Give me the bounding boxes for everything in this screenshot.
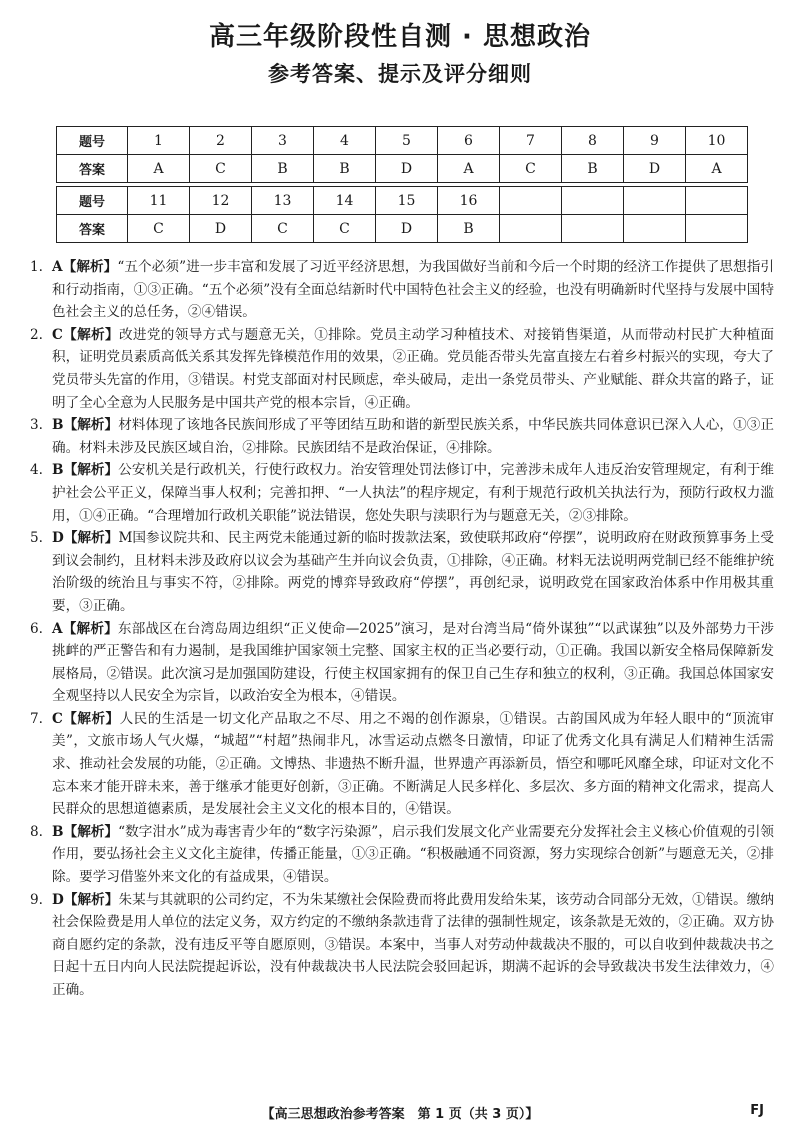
item-explanation: 东部战区在台湾岛周边组织“正义使命—2025”演习，是对台湾当局“倚外谋独”“以武谋独”以及外部势力干涉挑衅的严正警告和有力遏制，是我国维护国家领土完整、国家主权的正当必要行动，①正确。我国以新安全格局保障新发展格局，②错误。此次演习是加强国防建设，行使主权国家拥有的保卫自己生存和独立的权利，③正确。我国总体国家安全观坚持以人民安全为宗旨，以政治安全为根本，④错误。 bbox=[52, 620, 774, 705]
question-number-cell: 14 bbox=[314, 187, 376, 215]
analysis-item bbox=[30, 459, 774, 527]
question-number-cell bbox=[624, 187, 686, 215]
question-number-cell: 2 bbox=[190, 127, 252, 155]
answer-cell bbox=[624, 215, 686, 243]
question-number-cell: 7 bbox=[500, 127, 562, 155]
analysis-item bbox=[30, 821, 774, 889]
answer-cell: C bbox=[500, 155, 562, 183]
answer-cell: B bbox=[562, 155, 624, 183]
question-number-cell: 9 bbox=[624, 127, 686, 155]
item-number: 5. bbox=[30, 530, 43, 547]
analysis-item bbox=[30, 708, 774, 821]
item-answer: C bbox=[52, 326, 63, 343]
item-number: 7. bbox=[30, 710, 43, 727]
footer-code: FJ bbox=[750, 1103, 764, 1118]
item-answer: A bbox=[52, 259, 63, 275]
answer-cell bbox=[686, 215, 748, 243]
item-explanation: 材料体现了该地各民族间形成了平等团结互助和谐的新型民族关系，中华民族共同体意识已深入人心，①③正确。材料未涉及民族区域自治，②排除。民族团结不是政治保证，④排除。 bbox=[52, 417, 775, 456]
answer-cell: C bbox=[314, 215, 376, 243]
analysis-tag: 【解析】 bbox=[63, 891, 119, 908]
item-answer: D bbox=[52, 530, 64, 547]
page-title: 高三年级阶段性自测 · 思想政治 bbox=[209, 22, 591, 52]
answer-table bbox=[56, 126, 748, 243]
question-number-cell bbox=[562, 187, 624, 215]
answer-cell bbox=[500, 215, 562, 243]
answer-cell: B bbox=[252, 155, 314, 183]
analysis-tag: 【解析】 bbox=[62, 326, 119, 343]
item-answer: B bbox=[52, 823, 64, 840]
answer-cell: C bbox=[128, 215, 190, 243]
answer-cell: D bbox=[376, 215, 438, 243]
question-number-cell: 6 bbox=[438, 127, 500, 155]
answer-cell: A bbox=[686, 155, 748, 183]
row-label-number: 题号 bbox=[57, 127, 128, 155]
question-number-cell: 15 bbox=[376, 187, 438, 215]
analysis-tag: 【解析】 bbox=[62, 710, 120, 727]
question-number-cell: 4 bbox=[314, 127, 376, 155]
table-row-number bbox=[57, 187, 748, 215]
question-number-cell: 13 bbox=[252, 187, 314, 215]
analysis-item bbox=[30, 414, 774, 459]
analysis-item bbox=[30, 618, 774, 708]
answer-cell bbox=[562, 215, 624, 243]
analysis-item bbox=[30, 324, 774, 414]
analysis-item bbox=[30, 527, 774, 617]
row-label-number: 题号 bbox=[57, 187, 128, 215]
question-number-cell: 12 bbox=[190, 187, 252, 215]
item-explanation: 朱某与其就职的公司约定，不为朱某缴社会保险费而将此费用发给朱某，该劳动合同部分无效，①错误。缴纳社会保险费是用人单位的法定义务，双方约定的不缴纳条款违背了法律的强制性规定，该条款是无效的，②正确。双方协商自愿约定的条款，没有违反平等自愿原则，③错误。本案中，当事人对劳动仲裁裁决不服的，可以自收到仲裁裁决书之日起十五日内向人民法院提起诉讼，没有仲裁裁决书人民法院会驳回起诉，期满不起诉的会导致裁决书发生法律效力，④正确。 bbox=[52, 891, 775, 998]
item-number: 4. bbox=[30, 462, 43, 479]
item-answer: B bbox=[52, 462, 64, 479]
question-number-cell bbox=[500, 187, 562, 215]
analysis-tag: 【解析】 bbox=[63, 417, 119, 434]
item-answer: A bbox=[52, 620, 63, 637]
analysis-item bbox=[30, 889, 774, 1002]
question-number-cell bbox=[686, 187, 748, 215]
item-explanation: 改进党的领导方式与题意无关，①排除。党员主动学习种植技术、对接销售渠道，从而带动村民扩大种植面积，证明党员素质高低关系其发挥先锋模范作用的效果，②正确。党员能否带头先富直接左右着乡村振兴的实现，夸大了党员带头先富的作用，③错误。村党支部面对村民顾虑，牵头破局，走出一条党员带头、产业赋能、群众共富的路子，证明了全心全意为人民服务是中国共产党的根本宗旨，④正确。 bbox=[52, 326, 775, 411]
item-explanation: “五个必须”进一步丰富和发展了习近平经济思想，为我国做好当前和今后一个时期的经济工作提供了思想指引和行动指南，①③正确。“五个必须”没有全面总结新时代中国特色社会主义的经验，也没有明确新时代坚持与发展中国特色社会主义的总任务，②④错误。 bbox=[52, 259, 774, 321]
question-number-cell: 5 bbox=[376, 127, 438, 155]
question-number-cell: 10 bbox=[686, 127, 748, 155]
item-number: 2. bbox=[30, 326, 43, 343]
item-explanation: 公安机关是行政机关，行使行政权力。治安管理处罚法修订中，完善涉未成年人违反治安管理规定，有利于维护社会公平正义，保障当事人权利；完善扣押、“一人执法”的程序规定，有利于规范行政机关执法行为，预防行政权力滥用，①④正确。“合理增加行政机关职能”说法错误，您处失职与渎职行为与题意无关，②③排除。 bbox=[52, 462, 775, 524]
answer-cell: D bbox=[376, 155, 438, 183]
item-number: 9. bbox=[30, 891, 43, 908]
answer-cell: B bbox=[314, 155, 376, 183]
item-number: 1. bbox=[30, 259, 43, 275]
analysis-list bbox=[30, 256, 774, 1002]
answer-cell: D bbox=[624, 155, 686, 183]
item-number: 3. bbox=[30, 417, 43, 434]
row-label-answer: 答案 bbox=[57, 155, 128, 183]
table-row-answer bbox=[57, 155, 748, 183]
question-number-cell: 1 bbox=[128, 127, 190, 155]
item-answer: B bbox=[52, 417, 64, 434]
item-number: 6. bbox=[30, 620, 43, 637]
page-footer: 【高三思想政治参考答案 第 1 页（共 3 页）】 bbox=[261, 1107, 539, 1122]
question-number-cell: 11 bbox=[128, 187, 190, 215]
answer-cell: A bbox=[438, 155, 500, 183]
page-subtitle: 参考答案、提示及评分细则 bbox=[268, 62, 532, 86]
question-number-cell: 8 bbox=[562, 127, 624, 155]
item-explanation: 人民的生活是一切文化产品取之不尽、用之不竭的创作源泉，①错误。古韵国风成为年轻人眼中的“顶流审美”，文旅市场人气火爆，“城超”“村超”热闹非凡，冰雪运动点燃冬日激情，印证了优秀文化具有满足人们精神生活需求、推动社会发展的功能，②正确。文博热、非遗热不断升温，世界遗产再添新员，悟空和哪吒风靡全球，印证对文化不忘本来才能开辟未来，善于继承才能更好创新，③正确。不断满足人民多样化、多层次、多方面的精神文化需求，提高人民群众的思想道德素质，是发展社会主义文化的根本目的，④错误。 bbox=[52, 710, 774, 818]
item-explanation: “数字泔水”成为毒害青少年的“数字污染源”，启示我们发展文化产业需要充分发挥社会主义核心价值观的引领作用，要弘扬社会主义文化主旋律，传播正能量，①③正确。“积极融通不同资源，努力实现综合创新”与题意无关，②排除。要学习借鉴外来文化的有益成果，④错误。 bbox=[52, 823, 774, 886]
item-answer: D bbox=[52, 891, 64, 908]
analysis-tag: 【解析】 bbox=[63, 823, 119, 840]
analysis-tag: 【解析】 bbox=[63, 462, 119, 479]
answer-cell: B bbox=[438, 215, 500, 243]
question-number-cell: 16 bbox=[438, 187, 500, 215]
item-number: 8. bbox=[30, 823, 43, 840]
answer-cell: C bbox=[252, 215, 314, 243]
analysis-tag: 【解析】 bbox=[63, 530, 119, 547]
table-row-number bbox=[57, 127, 748, 155]
answer-cell: A bbox=[128, 155, 190, 183]
item-answer: C bbox=[52, 710, 63, 727]
analysis-item bbox=[30, 256, 774, 324]
row-label-answer: 答案 bbox=[57, 215, 128, 243]
question-number-cell: 3 bbox=[252, 127, 314, 155]
item-explanation: M国参议院共和、民主两党未能通过新的临时拨款法案，致使联邦政府“停摆”，说明政府在财政预算事务上受到议会制约，且材料未涉及政府以议会为基础产生并向议会负责，①排除，④正确。材料无法说明两党制已经不能维护统治阶级的统治且与事实不符，②排除。两党的博弈导致政府“停摆”，再创纪录，说明政党在国家政治体系中作用极其重要，③正确。 bbox=[52, 530, 774, 614]
answer-cell: C bbox=[190, 155, 252, 183]
analysis-tag: 【解析】 bbox=[62, 620, 118, 637]
table-row-answer bbox=[57, 215, 748, 243]
analysis-tag: 【解析】 bbox=[62, 259, 118, 275]
answer-cell: D bbox=[190, 215, 252, 243]
